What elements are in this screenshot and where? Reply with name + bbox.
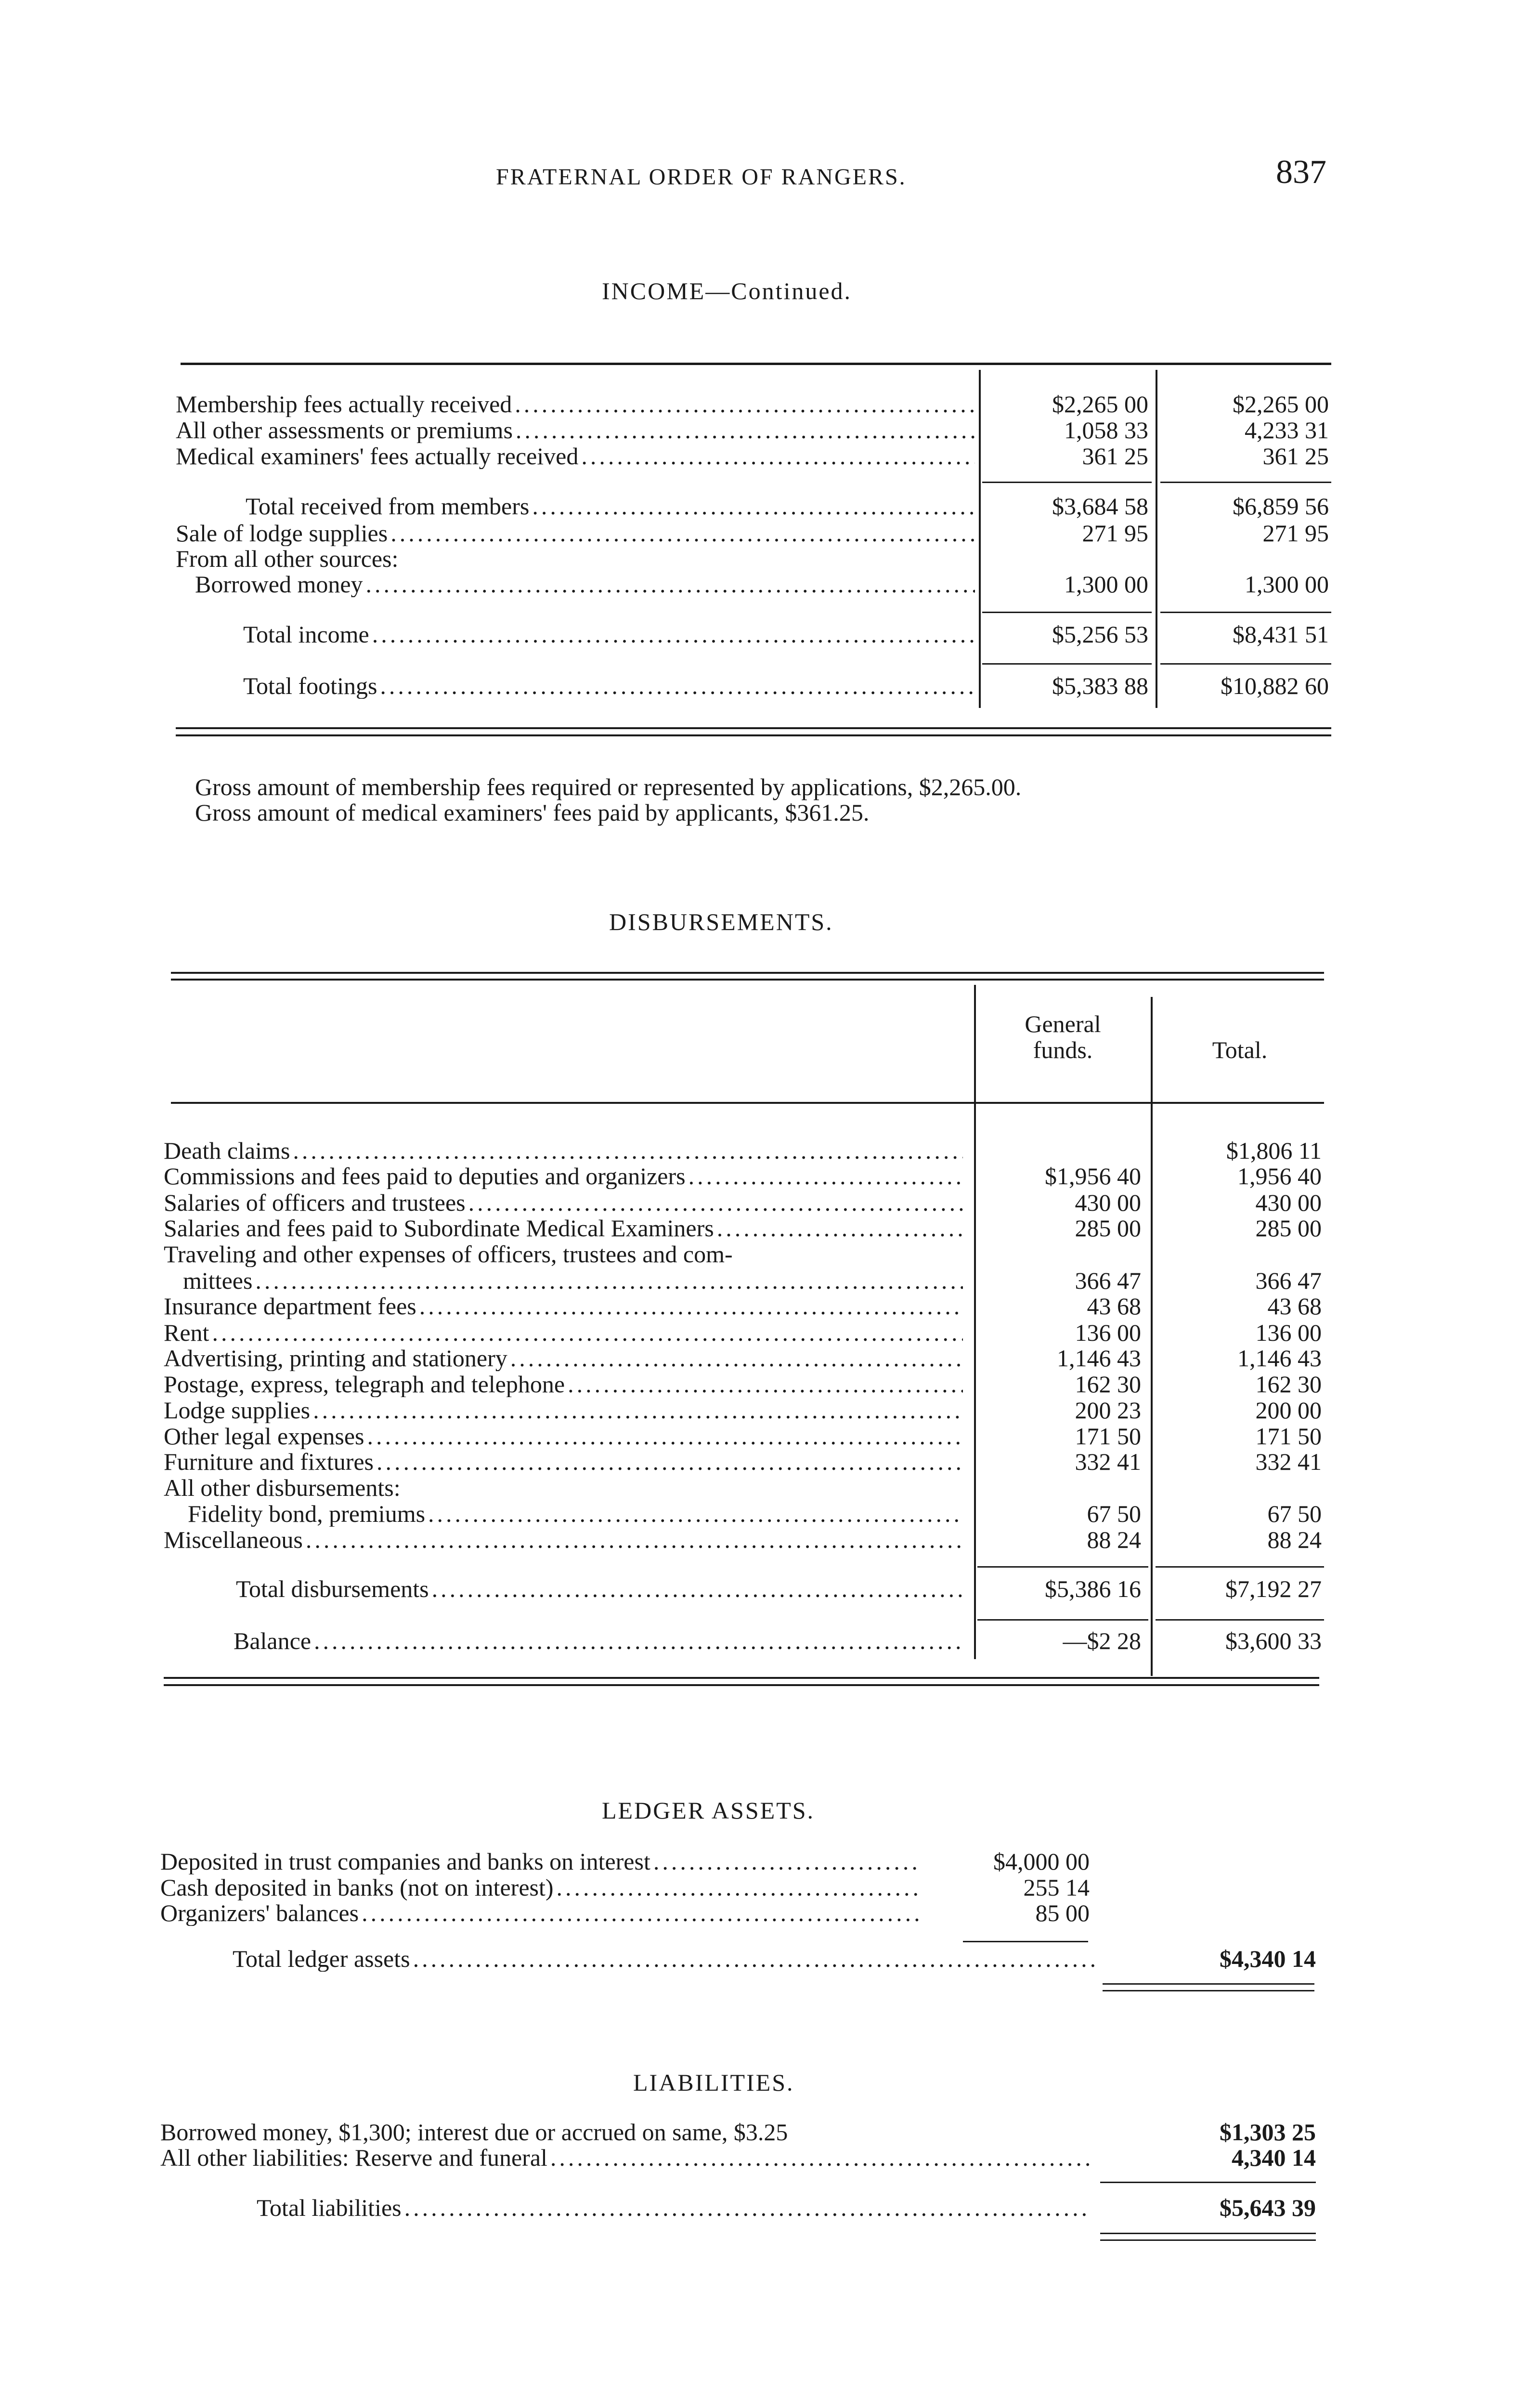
disbursement-row-value-c2: 285 00 [1255, 1215, 1322, 1242]
income-row-leader-dots [532, 493, 975, 519]
income-row-leader-dots [581, 443, 975, 469]
disbursement-row-label: mittees [183, 1268, 253, 1294]
liability-total-row [257, 2195, 1316, 2221]
liability-total-label: Total liabilities [257, 2195, 402, 2221]
income-row-value-c2: $2,265 00 [1233, 391, 1329, 418]
income-sub-rule-4 [1160, 612, 1331, 613]
income-row-leader-dots [366, 571, 975, 597]
disbursement-row-value-c2: 88 24 [1267, 1526, 1322, 1553]
income-sub-rule-3 [982, 612, 1152, 613]
income-row-value-c2: $10,882 60 [1221, 672, 1329, 699]
liability-borrowed-value: $1,303 25 [1220, 2119, 1316, 2146]
disbursement-row-value-c1: 171 50 [1075, 1423, 1141, 1450]
ledger-row [160, 1874, 1123, 1900]
disbursement-row-value-c2: $7,192 27 [1225, 1575, 1322, 1602]
income-row-value-c2: 4,233 31 [1245, 417, 1329, 444]
ledger-row-value-c1: $4,000 00 [993, 1848, 1090, 1875]
disbursement-row-value-c1: 67 50 [1087, 1500, 1141, 1527]
income-row-label: All other assessments or premiums [176, 417, 513, 443]
income-row [176, 417, 1331, 443]
income-row-value-c1: $3,684 58 [1052, 493, 1148, 520]
income-title: INCOME—Continued. [602, 277, 852, 304]
disbursement-row [164, 1163, 1324, 1189]
ledger-row-leader-dots [653, 1848, 921, 1874]
disbursement-row-value-c1: 1,146 43 [1057, 1345, 1141, 1372]
income-sub-rule-1 [982, 482, 1152, 483]
disbursement-row-value-c1: 88 24 [1087, 1526, 1141, 1553]
disbursement-row [164, 1215, 1324, 1241]
liability-row-other [160, 2145, 1316, 2171]
income-row-label: Total income [243, 621, 369, 647]
disbursement-row-label: Advertising, printing and stationery [164, 1345, 507, 1371]
ledger-row-leader-dots [362, 1900, 921, 1926]
income-sub-rule-6 [1160, 663, 1331, 665]
income-row-label: Total footings [243, 673, 377, 699]
income-row-value-c2: $8,431 51 [1233, 621, 1329, 648]
income-row-value-c2: 271 95 [1262, 520, 1329, 547]
income-row-value-c2: 361 25 [1262, 443, 1329, 470]
income-row [176, 621, 1331, 647]
disbursement-row-value-c2: 332 41 [1255, 1448, 1322, 1475]
disbursement-row-leader-dots [314, 1628, 963, 1654]
disbursement-row-value-c1: 332 41 [1075, 1448, 1141, 1475]
ledger-title: LEDGER ASSETS. [602, 1797, 815, 1824]
ledger-row-leader-dots [557, 1874, 921, 1900]
disbursement-row-value-c2: 162 30 [1255, 1371, 1322, 1398]
ledger-row [160, 1848, 1123, 1874]
ledger-total-value: $4,340 14 [1220, 1945, 1316, 1972]
liability-other-label: All other liabilities: Reserve and funeral [160, 2145, 547, 2171]
disbursement-row [164, 1501, 1324, 1527]
disbursement-row-label: Death claims [164, 1138, 290, 1164]
disbursement-row-label: Furniture and fixtures [164, 1449, 374, 1475]
disbursement-row-value-c1: 43 68 [1087, 1293, 1141, 1320]
disbursement-row-leader-dots [468, 1190, 963, 1216]
disbursement-row-leader-dots [293, 1138, 963, 1164]
income-row-label: Sale of lodge supplies [176, 520, 388, 546]
ledger-total-label: Total ledger assets [233, 1946, 410, 1972]
page-number: 837 [1276, 154, 1326, 191]
disb-header-rule [171, 1102, 1324, 1104]
disbursement-row-value-c1: —$2 28 [1063, 1627, 1141, 1654]
ledger-total-rule-2 [1103, 1990, 1314, 1991]
ledger-total-dots [413, 1946, 1094, 1972]
disbursements-title: DISBURSEMENTS. [609, 908, 833, 935]
disbursement-row [164, 1293, 1324, 1319]
liability-total-value: $5,643 39 [1220, 2194, 1316, 2221]
income-row-leader-dots [516, 417, 975, 443]
disb-bottom-rule-2 [164, 1684, 1319, 1686]
ledger-total-row [233, 1946, 1316, 1972]
income-row-label: Total received from members [246, 493, 530, 519]
disbursement-row-label: Commissions and fees paid to deputies and organizers [164, 1163, 686, 1189]
disbursement-row-label: Traveling and other expenses of officers, trustees and com- [164, 1241, 733, 1267]
disbursement-row-value-c2: 43 68 [1267, 1293, 1322, 1320]
liability-row-borrowed [160, 2119, 1316, 2145]
disb-top-rule-1 [171, 972, 1324, 974]
liability-sub-rule [1100, 2182, 1316, 2183]
liability-total-dots [404, 2195, 1090, 2221]
disbursement-row-label: Postage, express, telegraph and telephone [164, 1371, 565, 1397]
ledger-row [160, 1900, 1123, 1926]
liability-total-rule-1 [1100, 2233, 1316, 2234]
disbursement-row [164, 1371, 1324, 1397]
disbursement-row-label: Rent [164, 1320, 209, 1346]
disb-bottom-rule-1 [164, 1677, 1319, 1679]
disbursement-row-value-c1: 285 00 [1075, 1215, 1141, 1242]
income-sub-rule-5 [982, 663, 1152, 665]
disbursement-row-value-c1: $1,956 40 [1045, 1163, 1141, 1190]
disbursement-row-leader-dots [568, 1371, 963, 1397]
disb-col-head-general-1: General [1025, 1010, 1101, 1037]
income-row-value-c1: $2,265 00 [1052, 391, 1148, 418]
disbursement-row [164, 1190, 1324, 1216]
disbursement-row-label: Salaries of officers and trustees [164, 1190, 466, 1216]
income-row-value-c1: 361 25 [1082, 443, 1148, 470]
disbursement-row-value-c1: 136 00 [1075, 1319, 1141, 1346]
income-bottom-rule-1 [176, 727, 1331, 729]
liability-other-value: 4,340 14 [1232, 2144, 1316, 2171]
disbursement-row-leader-dots [689, 1163, 963, 1189]
income-row-leader-dots [390, 520, 975, 546]
disbursement-row-leader-dots [419, 1293, 963, 1319]
income-row-value-c2: 1,300 00 [1245, 571, 1329, 598]
ledger-row-label: Cash deposited in banks (not on interest) [160, 1874, 554, 1900]
income-row [176, 391, 1331, 417]
income-row-label: Medical examiners' fees actually received [176, 443, 579, 469]
income-row-value-c1: $5,256 53 [1052, 621, 1148, 648]
income-row [176, 546, 1331, 572]
disbursement-row-leader-dots [432, 1576, 963, 1602]
disbursement-row-value-c2: $3,600 33 [1225, 1627, 1322, 1654]
income-row-label: Borrowed money [195, 571, 363, 597]
disbursement-row-value-c1: $5,386 16 [1045, 1575, 1141, 1602]
disbursement-row-value-c1: 366 47 [1075, 1267, 1141, 1294]
disbursement-row-label: Other legal expenses [164, 1423, 364, 1449]
income-row [176, 673, 1331, 699]
note-medical-fees: Gross amount of medical examiners' fees paid by applicants, $361.25. [195, 799, 870, 826]
disbursement-row-label: Insurance department fees [164, 1293, 416, 1319]
disb-top-rule-2 [171, 979, 1324, 981]
income-row-value-c1: 1,300 00 [1064, 571, 1148, 598]
disbursement-row-value-c2: 67 50 [1267, 1500, 1322, 1527]
disbursement-row-leader-dots [377, 1449, 963, 1475]
note-membership-fees: Gross amount of membership fees required or represented by applications, $2,265.00. [195, 773, 1022, 800]
liability-other-dots [550, 2145, 1090, 2171]
disbursement-row-value-c2: 430 00 [1255, 1189, 1322, 1216]
disbursement-row [164, 1527, 1324, 1553]
disbursement-row-value-c2: $1,806 11 [1226, 1137, 1322, 1164]
disbursement-row-leader-dots [255, 1268, 963, 1294]
income-row-value-c1: 1,058 33 [1064, 417, 1148, 444]
disbursement-row-value-c2: 366 47 [1255, 1267, 1322, 1294]
liabilities-title: LIABILITIES. [633, 2069, 794, 2096]
disbursement-row-value-c2: 1,146 43 [1237, 1345, 1322, 1372]
ledger-row-label: Deposited in trust companies and banks on interest [160, 1848, 650, 1874]
disbursement-row-label: All other disbursements: [164, 1475, 401, 1501]
disbursement-row-value-c1: 162 30 [1075, 1371, 1141, 1398]
disbursement-row-value-c1: 200 23 [1075, 1397, 1141, 1424]
income-row-leader-dots [515, 391, 975, 417]
disbursement-row-leader-dots [428, 1501, 963, 1527]
disbursement-row [164, 1423, 1324, 1449]
income-row [176, 443, 1331, 469]
disbursement-row-leader-dots [306, 1527, 963, 1553]
disbursement-row [164, 1576, 1324, 1602]
income-row [176, 493, 1331, 519]
disb-sub-rule-2 [1156, 1566, 1324, 1568]
disb-col-head-general-2: funds. [1033, 1036, 1093, 1063]
disbursement-row [164, 1628, 1324, 1654]
disbursement-row [164, 1475, 1324, 1501]
running-header: FRATERNAL ORDER OF RANGERS. [496, 164, 907, 190]
ledger-sub-rule [963, 1941, 1088, 1942]
disbursement-row [164, 1449, 1324, 1475]
disbursement-row-value-c1: 430 00 [1075, 1189, 1141, 1216]
disbursement-row-value-c2: 136 00 [1255, 1319, 1322, 1346]
income-sub-rule-2 [1160, 482, 1331, 483]
disbursement-row-leader-dots [367, 1423, 963, 1449]
ledger-row-value-c1: 85 00 [1035, 1899, 1090, 1926]
disbursement-row [164, 1138, 1324, 1164]
disbursement-row-label: Fidelity bond, premiums [188, 1501, 426, 1527]
income-row [176, 571, 1331, 597]
disbursement-row [164, 1268, 1324, 1294]
income-top-rule [181, 363, 1331, 365]
disb-sub-rule-3 [977, 1619, 1148, 1621]
ledger-total-rule-1 [1103, 1983, 1314, 1985]
disbursement-row-value-c2: 1,956 40 [1237, 1163, 1322, 1190]
disbursement-row-label: Total disbursements [236, 1576, 429, 1602]
disbursement-row-leader-dots [313, 1397, 963, 1423]
liability-total-rule-2 [1100, 2239, 1316, 2241]
disbursement-row-label: Lodge supplies [164, 1397, 311, 1423]
disb-col-head-total: Total. [1212, 1036, 1268, 1063]
income-bottom-rule-2 [176, 734, 1331, 736]
disb-sub-rule-4 [1156, 1619, 1324, 1621]
income-row-label: From all other sources: [176, 546, 399, 572]
disbursement-row [164, 1241, 1324, 1267]
disbursement-row-label: Balance [234, 1628, 312, 1654]
disbursement-row-leader-dots [717, 1215, 963, 1241]
disbursement-row [164, 1345, 1324, 1371]
income-row-label: Membership fees actually received [176, 391, 512, 417]
income-row-value-c2: $6,859 56 [1233, 493, 1329, 520]
disbursement-row-label: Salaries and fees paid to Subordinate Medical Examiners [164, 1215, 714, 1241]
income-row-value-c1: $5,383 88 [1052, 672, 1148, 699]
disbursement-row-leader-dots [510, 1345, 963, 1371]
income-row-value-c1: 271 95 [1082, 520, 1148, 547]
disbursement-row [164, 1397, 1324, 1423]
income-row [176, 520, 1331, 546]
ledger-row-value-c1: 255 14 [1023, 1874, 1090, 1901]
disbursement-row [164, 1320, 1324, 1346]
income-row-leader-dots [380, 673, 975, 699]
disb-sub-rule-1 [977, 1566, 1148, 1568]
disbursement-row-value-c2: 200 00 [1255, 1397, 1322, 1424]
ledger-row-label: Organizers' balances [160, 1900, 359, 1926]
liability-borrowed-label: Borrowed money, $1,300; interest due or accrued on same, $3.25 [160, 2119, 788, 2145]
income-row-leader-dots [372, 621, 975, 647]
disbursement-row-leader-dots [212, 1320, 963, 1346]
disbursement-row-label: Miscellaneous [164, 1527, 303, 1553]
disbursement-row-value-c2: 171 50 [1255, 1423, 1322, 1450]
